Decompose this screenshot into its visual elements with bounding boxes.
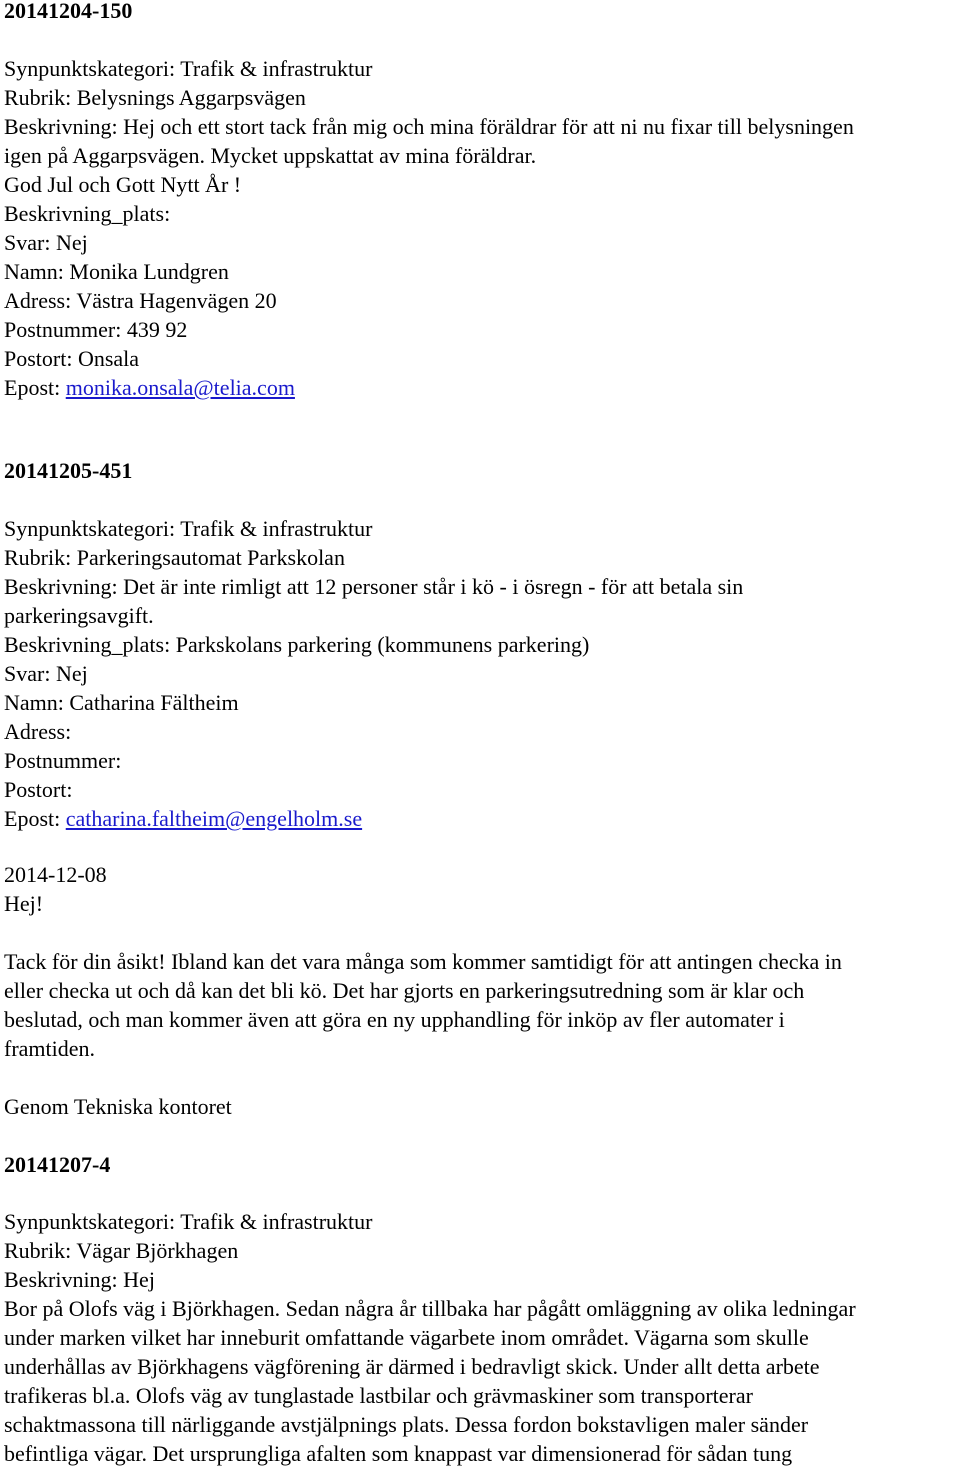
rubrik: Rubrik: Belysnings Aggarpsvägen	[4, 85, 306, 110]
entry-20141204-150	[4, 0, 956, 25]
adress: Adress:	[4, 719, 72, 744]
rubrik: Rubrik: Parkeringsautomat Parkskolan	[4, 545, 345, 570]
svar: Svar: Nej	[4, 661, 88, 686]
body-line: trafikeras bl.a. Olofs väg av tunglastade lastbilar och grävmaskiner som transporterar	[4, 1383, 753, 1408]
entry-1-body	[4, 54, 956, 402]
entry-3-body	[4, 1207, 956, 1468]
body-line: schaktmassona till närliggande avstjälpnings plats. Dessa fordon bokstavligen maler sänder	[4, 1412, 809, 1437]
signature: Genom Tekniska kontoret	[4, 1094, 232, 1119]
epost-link[interactable]: catharina.faltheim@engelholm.se	[65, 806, 363, 831]
description-line: igen på Aggarpsvägen. Mycket uppskattat av mina föräldrar.	[4, 143, 537, 168]
epost-label: Epost:	[4, 806, 66, 831]
description-line: Beskrivning: Hej	[4, 1267, 155, 1292]
category: Synpunktskategori: Trafik & infrastruktur	[4, 516, 373, 541]
postnummer: Postnummer: 439 92	[4, 317, 188, 342]
beskrivning-plats: Beskrivning_plats:	[4, 201, 171, 226]
entry-id: 20141204-150	[4, 0, 133, 23]
entry-id: 20141205-451	[4, 458, 133, 483]
rubrik: Rubrik: Vägar Björkhagen	[4, 1238, 239, 1263]
reply-greeting: Hej!	[4, 891, 44, 916]
entry-20141205-451	[4, 456, 956, 485]
body-line: underhållas av Björkhagens vägförening är därmed i bedravligt skick. Under allt detta arbete	[4, 1354, 820, 1379]
category: Synpunktskategori: Trafik & infrastruktur	[4, 1209, 373, 1234]
reply-signature	[4, 1092, 956, 1121]
epost-row	[4, 804, 956, 833]
namn: Namn: Catharina Fältheim	[4, 690, 239, 715]
namn: Namn: Monika Lundgren	[4, 259, 229, 284]
epost-label: Epost:	[4, 375, 66, 400]
entry-20141207-4	[4, 1150, 956, 1179]
epost-row	[4, 373, 956, 402]
reply-date: 2014-12-08	[4, 862, 107, 887]
body-line: befintliga vägar. Det ursprungliga afalten som knappast var dimensionerad för sådan tung	[4, 1441, 793, 1466]
epost-link[interactable]: monika.onsala@telia.com	[65, 375, 295, 400]
reply	[4, 860, 956, 918]
reply-line: framtiden.	[4, 1036, 96, 1061]
entry-2-body	[4, 514, 956, 833]
reply-line: Tack för din åsikt! Ibland kan det vara många som kommer samtidigt för att antingen checka in	[4, 949, 842, 974]
body-line: under marken vilket har inneburit omfattande vägarbete inom området. Vägarna som skulle	[4, 1325, 809, 1350]
beskrivning-plats: Beskrivning_plats: Parkskolans parkering (kommunens parkering)	[4, 632, 590, 657]
description-line: God Jul och Gott Nytt År !	[4, 172, 242, 197]
entry-id: 20141207-4	[4, 1152, 111, 1177]
reply-line: beslutad, och man kommer även att göra en ny upphandling för inköp av fler automater i	[4, 1007, 785, 1032]
category: Synpunktskategori: Trafik & infrastruktur	[4, 56, 373, 81]
postort: Postort: Onsala	[4, 346, 140, 371]
description-line: parkeringsavgift.	[4, 603, 154, 628]
body-line: Bor på Olofs väg i Björkhagen. Sedan några år tillbaka har pågått omläggning av olika ledningar	[4, 1296, 856, 1321]
postort: Postort:	[4, 777, 73, 802]
description-line: Beskrivning: Det är inte rimligt att 12 personer står i kö - i ösregn - för att betala sin	[4, 574, 744, 599]
adress: Adress: Västra Hagenvägen 20	[4, 288, 277, 313]
description-line: Beskrivning: Hej och ett stort tack från mig och mina föräldrar för att ni nu fixar till belysningen	[4, 114, 854, 139]
reply-body	[4, 947, 956, 1063]
postnummer: Postnummer:	[4, 748, 122, 773]
reply-line: eller checka ut och då kan det bli kö. Det har gjorts en parkeringsutredning som är klar och	[4, 978, 805, 1003]
svar: Svar: Nej	[4, 230, 88, 255]
